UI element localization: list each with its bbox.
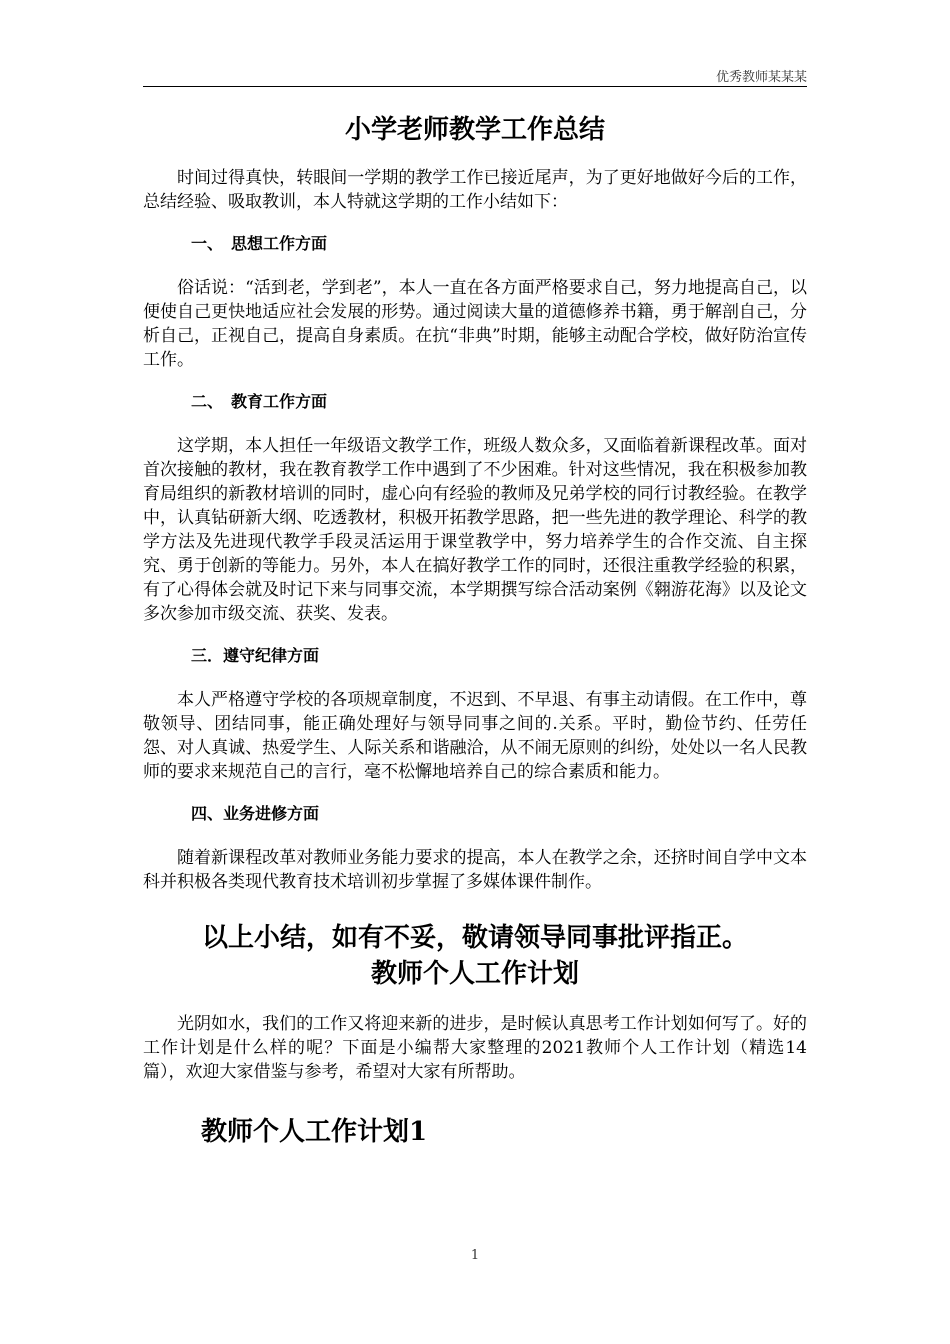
- page-header-text: 优秀教师某某某: [715, 70, 807, 85]
- section-body-4: 随着新课程改革对教师业务能力要求的提高，本人在教学之余，还挤时间自学中文本科并积极各类现代教育技术培训初步掌握了多媒体课件制作。: [143, 848, 807, 892]
- document-title: 小学老师教学工作总结: [344, 115, 605, 145]
- section-body-2: 这学期，本人担任一年级语文教学工作，班级人数众多，又面临着新课程改革。面对首次接触的教材，我在教育教学工作中遇到了不少困难。针对这些情况，我在积极参加教育局组织的新教材培训的同时，虚心向有经验的教师及兄弟学校的同行讨教经验。在教学中，认真钻研新大纲、吃透教材，积极开拓教学思路，把一些先进的教学理论、科学的教学方法及先进现代教学手段灵活运用于课堂教学中，努力培养学生的合作交流、自主探究、勇于创新的等能力。另外，本人在搞好教学工作的同时，还很注重教学经验的积累，有了心得体会就及时记下来与同事交流，本学期撰写综合活动案例《翱游花海》以及论文多次参加市级交流、获奖、发表。: [143, 436, 807, 624]
- closing-statement: 以上小结，如有不妥，敬请领导同事批评指正。: [201, 923, 748, 953]
- section-heading-4: 四、业务进修方面: [191, 804, 320, 823]
- plan-intro-paragraph: 光阴如水，我们的工作又将迎来新的进步，是时候认真思考工作计划如何写了。好的工作计划是什么样的呢？下面是小编帮大家整理的2021教师个人工作计划（精选14篇），欢迎大家借鉴与参考，希望对大家有所帮助。: [143, 1014, 807, 1082]
- plan-item-heading: 教师个人工作计划1: [201, 1117, 428, 1147]
- page-number: 1: [470, 1248, 480, 1263]
- section-heading-2: 二、 教育工作方面: [191, 392, 328, 411]
- plan-title: 教师个人工作计划: [370, 959, 579, 989]
- document-body: [143, 112, 807, 1150]
- section-heading-3: 三．遵守纪律方面: [191, 646, 320, 665]
- header-rule: [143, 86, 807, 87]
- intro-paragraph: 时间过得真快，转眼间一学期的教学工作已接近尾声，为了更好地做好今后的工作，总结经验、吸取教训，本人特就这学期的工作小结如下：: [143, 168, 807, 212]
- section-body-3: 本人严格遵守学校的各项规章制度，不迟到、不早退、有事主动请假。在工作中，尊敬领导、团结同事，能正确处理好与领导同事之间的.关系。平时，勤俭节约、任劳任怨、对人真诚、热爱学生、人际关系和谐融洽，从不闹无原则的纠纷，处处以一名人民教师的要求来规范自己的言行，毫不松懈地培养自己的综合素质和能力。: [143, 690, 807, 782]
- section-body-1: 俗话说：“活到老，学到老”，本人一直在各方面严格要求自己，努力地提高自己，以便使自己更快地适应社会发展的形势。通过阅读大量的道德修养书籍，勇于解剖自己，分析自己，正视自己，提高自身素质。在抗“非典”时期，能够主动配合学校，做好防治宣传工作。: [143, 278, 807, 370]
- section-heading-1: 一、 思想工作方面: [191, 234, 328, 253]
